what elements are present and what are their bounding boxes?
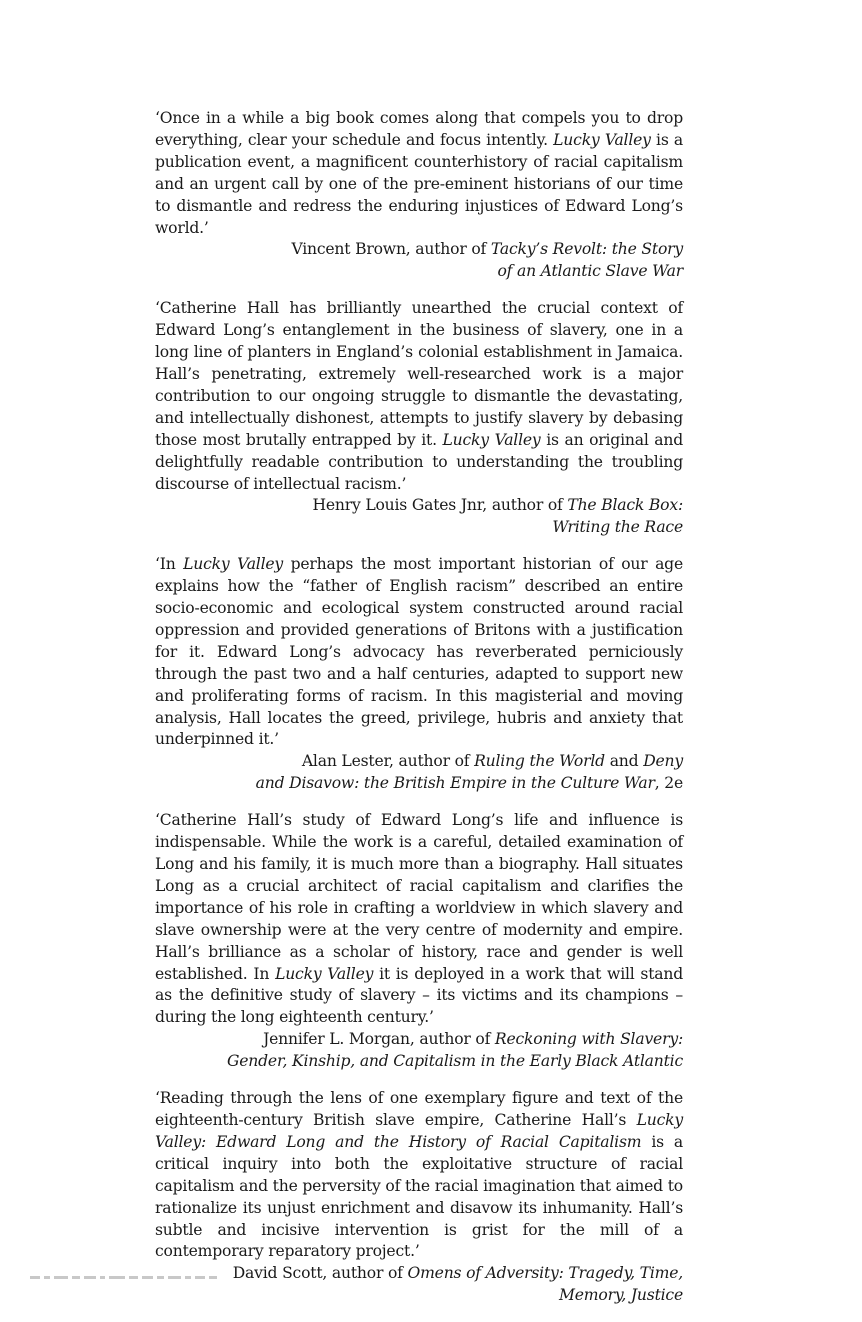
book-title-text: The Black Box: <box>567 496 683 515</box>
attribution-line <box>155 261 683 283</box>
author-text: and <box>604 752 644 771</box>
endorsement-blurb <box>155 810 683 1073</box>
endorsement-quote <box>155 554 683 751</box>
attribution-line <box>155 773 683 795</box>
book-title-text: Memory, Justice <box>559 1286 683 1305</box>
book-title-text: and Disavow: the British Empire in the Culture War <box>255 774 655 793</box>
endorsement-blurb <box>155 1088 683 1307</box>
endorsement-blurb <box>155 554 683 795</box>
quote-text: ‘In <box>155 555 184 574</box>
author-text: Alan Lester, author of <box>301 752 475 771</box>
quote-text: ‘Reading through the lens of one exemplary figure and text of the eighteenth-century British slave empire, Catherine Hall’s <box>155 1089 683 1129</box>
book-title-text: of an Atlantic Slave War <box>497 262 683 281</box>
author-text: David Scott, author of <box>232 1264 408 1283</box>
attribution-line <box>155 495 683 517</box>
italic-title-text: Lucky Valley <box>442 430 541 449</box>
endorsement-blurb <box>155 298 683 539</box>
quote-text: ‘Catherine Hall’s study of Edward Long’s life and influence is indispensable. While the work is a careful, detailed examination of Long and his family, it is much more than a biography. Hall situates Long as a crucial architect of racial capitalism and clarifies the importance of his role in crafting a worldview in which slavery and slave ownership were at the very centre of modernity and empire. Hall’s brilliance as a scholar of history, race and gender is well established. In <box>155 811 683 983</box>
author-text: Jennifer L. Morgan, author of <box>263 1030 495 1049</box>
quote-text: is a publication event, a magnificent counterhistory of racial capitalism and an urgent call by one of the pre-eminent historians of our time to dismantle and redress the enduring injustices of Edward Long’s world.’ <box>155 130 684 237</box>
attribution-line <box>155 239 683 261</box>
book-title-text: Deny <box>643 752 683 771</box>
printer-mark <box>30 1272 217 1282</box>
endorsement-quote <box>155 1088 683 1263</box>
endorsement-attribution <box>155 495 683 539</box>
endorsement-attribution <box>155 1029 683 1073</box>
endorsements-section <box>155 108 683 1322</box>
endorsement-quote <box>155 108 683 239</box>
attribution-line <box>155 751 683 773</box>
endorsement-blurb <box>155 108 683 283</box>
italic-title-text: Lucky Valley: Edward Long and the History of Racial Capitalism <box>155 1110 683 1151</box>
italic-title-text: Lucky Valley <box>275 964 374 983</box>
quote-text: ‘Catherine Hall has brilliantly unearthed the crucial context of Edward Long’s entanglement in the business of slavery, one in a long line of planters in England’s colonial establishment in Jamaica. Hall’s penetrating, extremely well-researched work is a major contribution to our ongoing struggle to dismantle the devastating, and intellectually dishonest, attempts to justify slavery by debasing those most brutally entrapped by it. <box>155 299 683 449</box>
quote-text: ‘Once in a while a big book comes along that compels you to drop everything, clear your schedule and focus intently. <box>155 109 683 149</box>
author-text: , 2e <box>654 774 683 793</box>
book-title-text: Writing the Race <box>552 518 683 537</box>
book-title-text: Gender, Kinship, and Capitalism in the Early Black Atlantic <box>227 1052 683 1071</box>
attribution-line <box>155 517 683 539</box>
attribution-line <box>155 1051 683 1073</box>
quote-text: it is deployed in a work that will stand as the definitive study of slavery – its victims and its champions – during the long eighteenth century.’ <box>155 964 683 1027</box>
author-text: Vincent Brown, author of <box>291 240 491 259</box>
book-title-text: Omens of Adversity: Tragedy, Time, <box>407 1264 683 1283</box>
endorsement-quote <box>155 810 683 1029</box>
endorsement-quote <box>155 298 683 495</box>
book-title-text: Tacky’s Revolt: the Story <box>490 240 683 259</box>
book-title-text: Reckoning with Slavery: <box>494 1030 683 1049</box>
endorsement-attribution <box>155 751 683 795</box>
attribution-line <box>155 1263 683 1285</box>
quote-text: is an original and delightfully readable contribution to understanding the troubling discourse of intellectual racism.’ <box>155 430 684 493</box>
book-title-text: Ruling the World <box>474 752 605 771</box>
endorsement-attribution <box>155 239 683 283</box>
attribution-line <box>155 1029 683 1051</box>
endorsement-attribution <box>155 1263 683 1307</box>
attribution-line <box>155 1285 683 1307</box>
author-text: Henry Louis Gates Jnr, author of <box>312 496 568 515</box>
quote-text: perhaps the most important historian of our age explains how the “father of English racism” described an entire socio-economic and ecological system constructed around racial oppression and provided generations of Britons with a justification for it. Edward Long’s advocacy has reverberated perniciously through the past two and a half centuries, adapted to support new and proliferating forms of racism. In this magisterial and moving analysis, Hall locates the greed, privilege, hubris and anxiety that underpinned it.’ <box>155 555 683 749</box>
italic-title-text: Lucky Valley <box>183 555 284 574</box>
quote-text: is a critical inquiry into both the exploitative structure of racial capitalism and the perversity of the racial imagination that aimed to rationalize its unjust enrichment and disavow its inhumanity. Hall’s subtle and incisive intervention is grist for the mill of a contemporary reparatory project.’ <box>155 1132 684 1261</box>
italic-title-text: Lucky Valley <box>553 130 651 149</box>
